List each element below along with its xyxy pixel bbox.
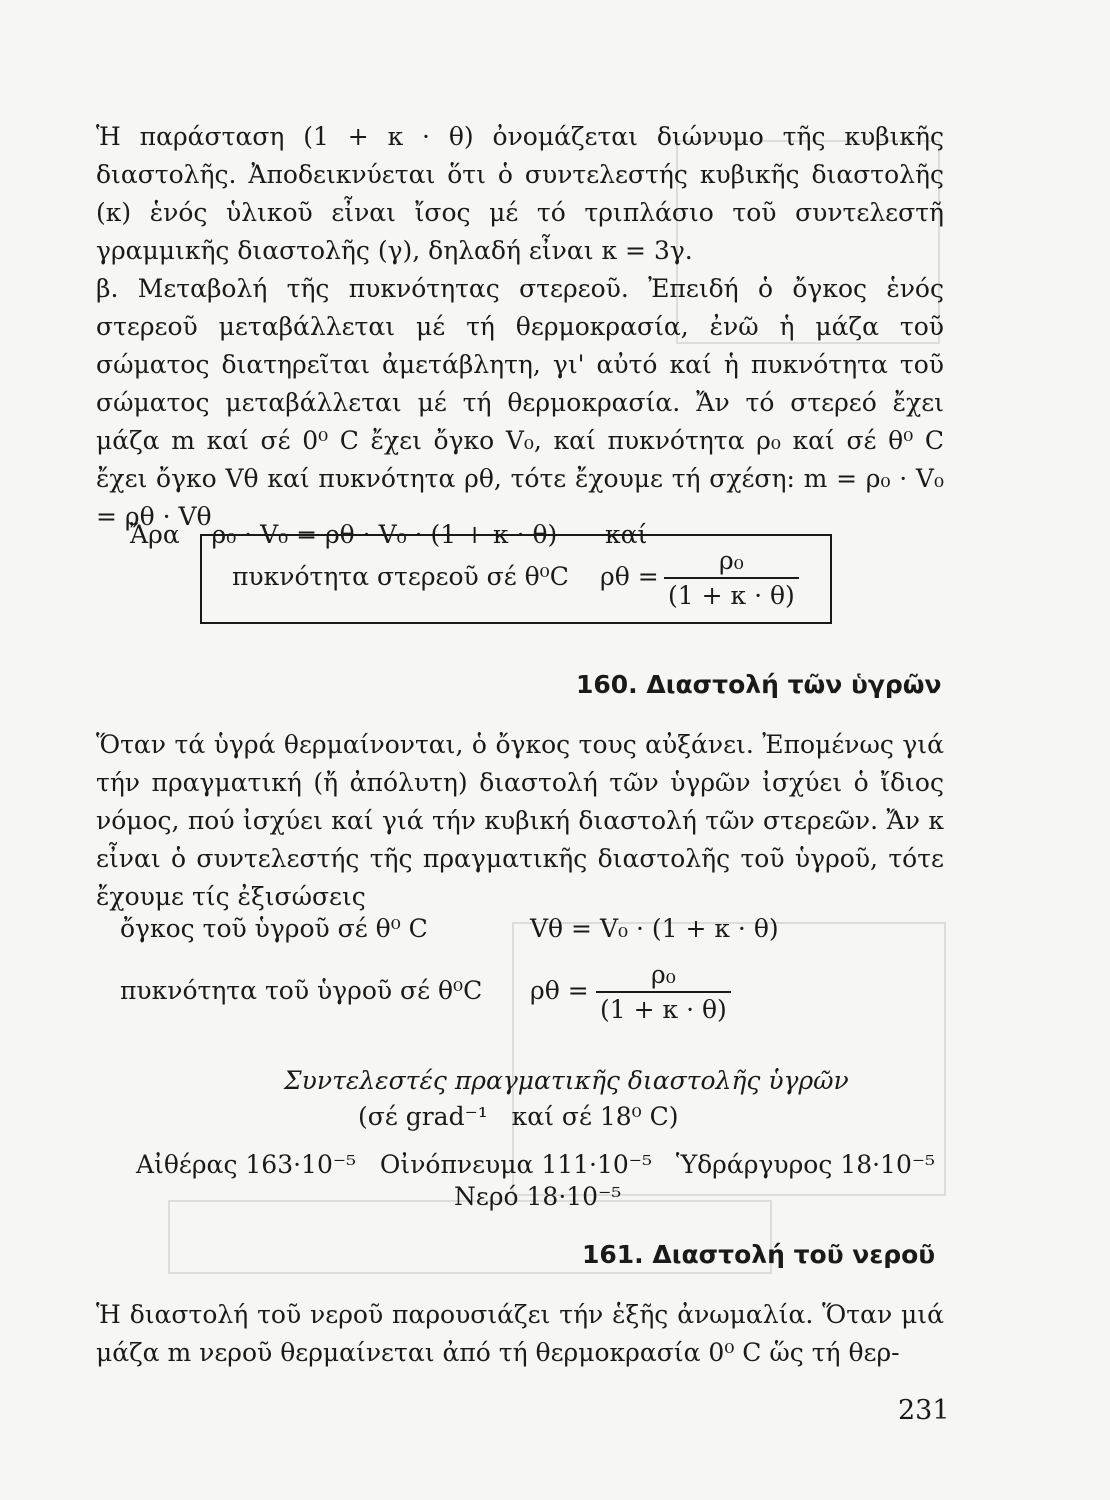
- equation-volume-label: ὄγκος τοῦ ὑγροῦ σέ θ⁰ C: [120, 914, 428, 943]
- equation-density-lhs: ρθ =: [530, 976, 589, 1005]
- coefficients-line-1: Αἰθέρας 163·10⁻⁵ Οἰνόπνευμα 111·10⁻⁵ Ὑδράργυρος 18·10⁻⁵: [136, 1150, 936, 1179]
- paragraph-liquids-text: Ὅταν τά ὑγρά θερμαίνονται, ὁ ὄγκος τους αὐξάνει. Ἐπομένως γιά τήν πραγματική (ἤ ἀπόλυτη) διαστολή τῶν ὑγρῶν ἰσχύει ὁ ἴδιος νόμος, πού ἰσχύει καί γιά τήν κυβική διαστολή τῶν στερεῶν. Ἄν κ εἶναι ὁ συντελεστής τῆς πραγματικῆς διαστολῆς τοῦ ὑγροῦ, τότε ἔχουμε τίς ἐξισώσεις: [96, 730, 944, 911]
- paragraph-liquids: [96, 726, 944, 916]
- equation-density-fraction: [596, 958, 731, 1026]
- paragraph-binomial-text: Ἡ παράσταση (1 + κ · θ) ὀνομάζεται διώνυμο τῆς κυβικῆς διαστολῆς. Ἀποδεικνύεται ὅτι ὁ συντελεστής κυβικῆς διαστολῆς (κ) ἑνός ὑλικοῦ εἶναι ἴσος μέ τό τριπλάσιο τοῦ συντελεστῆ γραμμικῆς διαστολῆς (γ), δηλαδή εἶναι κ = 3γ.: [96, 122, 944, 265]
- page-number: 231: [898, 1395, 950, 1426]
- boxed-formula-numerator: ρ₀: [664, 544, 799, 579]
- paragraph-water-text: Ἡ διαστολή τοῦ νεροῦ παρουσιάζει τήν ἑξῆς ἀνωμαλία. Ὅταν μιά μάζα m νεροῦ θερμαίνεται ἀπό τή θερμοκρασία 0⁰ C ὥς τή θερ-: [96, 1300, 944, 1367]
- boxed-formula-lhs: ρθ =: [600, 562, 659, 591]
- paragraph-water: [96, 1296, 944, 1372]
- boxed-formula: [200, 534, 832, 624]
- coefficients-line-2: Νερό 18·10⁻⁵: [454, 1182, 622, 1211]
- coefficients-units: (σέ grad⁻¹ καί σέ 18⁰ C): [358, 1102, 679, 1131]
- equation-density-label: πυκνότητα τοῦ ὑγροῦ σέ θ⁰C: [120, 976, 483, 1005]
- section-heading-160: 160. Διαστολή τῶν ὑγρῶν: [576, 670, 942, 699]
- boxed-formula-denominator: (1 + κ · θ): [668, 581, 795, 610]
- equation-ara-text: Ἄρα ρ₀ · V₀ = ρθ · V₀ · (1 + κ · θ) καί: [129, 520, 648, 549]
- section-heading-161: 161. Διαστολή τοῦ νεροῦ: [582, 1240, 936, 1269]
- boxed-formula-label: πυκνότητα στερεοῦ σέ θ⁰C: [232, 562, 569, 591]
- equation-volume: Vθ = V₀ · (1 + κ · θ): [530, 914, 779, 943]
- boxed-formula-fraction: [664, 544, 799, 612]
- paragraph-density-solid-text: β. Μεταβολή τῆς πυκνότητας στερεοῦ. Ἐπειδή ὁ ὄγκος ἑνός στερεοῦ μεταβάλλεται μέ τή θερμοκρασία, ἐνῶ ἡ μάζα τοῦ σώματος διατηρεῖται ἀμετάβλητη, γι' αὐτό καί ἡ πυκνότητα τοῦ σώματος μεταβάλλεται μέ τή θερμοκρασία. Ἄν τό στερεό ἔχει μάζα m καί σέ 0⁰ C ἔχει ὄγκο V₀, καί πυκνότητα ρ₀ καί σέ θ⁰ C ἔχει ὄγκο Vθ καί πυκνότητα ρθ, τότε ἔχουμε τή σχέση: m = ρ₀ · V₀ = ρθ · Vθ: [96, 274, 944, 531]
- equation-density-denominator: (1 + κ · θ): [600, 995, 727, 1024]
- equation-density-numerator: ρ₀: [596, 958, 731, 993]
- coefficients-title: Συντελεστές πραγματικῆς διαστολῆς ὑγρῶν: [284, 1066, 849, 1095]
- paragraph-binomial: [96, 118, 944, 270]
